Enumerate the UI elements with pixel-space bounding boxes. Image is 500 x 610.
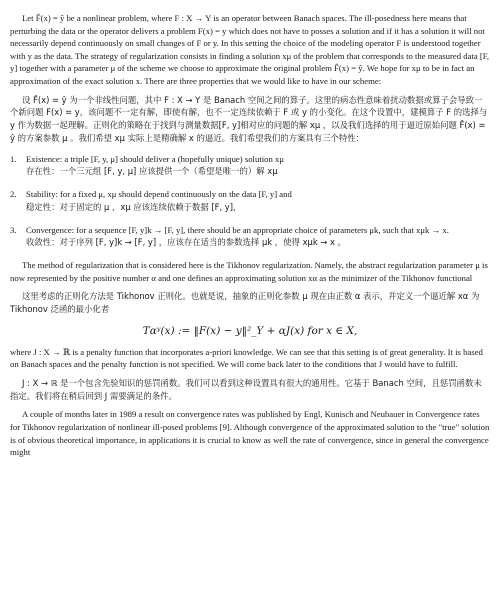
list-item-zh: 存在性：一个三元组 [F, y, μ] 应该提供一个（希望是唯一的）解 xμ (26, 166, 278, 177)
paragraph-3-zh: J : X → ℝ 是一个包含先验知识的惩罚函数。我们可以看到这种设置具有很大的通用性。它基于 Banach 空间，且惩罚函数未指定。我们将在稍后回到 J 需要满足的条件。 (10, 377, 482, 401)
tikhonov-formula: Tαʸ(x) := ‖F(x) − y‖²_Y + αJ(x) for x ∈ X, (142, 324, 358, 337)
paragraph-2-en: The method of regularization that is considered here is the Tikhonov regularization. Namely, the abstract regularization parameter μ is now represented by the positive number α and one defines an approximating solution xα as the minimizer of the Tikhonov functional (10, 259, 488, 283)
list-item-en: Stability: for a fixed μ, xμ should depend continuously on the data [F, y] and (26, 189, 292, 200)
paragraph-1-zh: 设 F̂(x) = ŷ 为一个非线性问题，其中 F : X → Y 是 Banach 空间之间的算子。这里的病态性意味着扰动数据或算子会导致一个新问题 F(x) = y，该问题不一定有解，即使有解，也不一定连续依赖于 F 或 y 的小变化。在这个设置中，建模算子 F 的选择与 y 作为数据一起理解。正则化的策略在于找到与测量数据[F, y]相对应的问题的解 xμ ，以及我们选择的用于逼近原始问题 F̂(x) = ŷ 的方案参数 μ 。我们希望 xμ 实际上是精确解 x 的逼近。我们希望我们的方案具有三个特性： (10, 94, 488, 143)
paragraph-2-zh: 这里考虑的正则化方法是 Tikhonov 正则化。也就是说，抽象的正则化参数 μ 现在由正数 α 表示，并定义一个逼近解 xα 为 Tikhonov 泛函的最小化者 (10, 291, 480, 314)
list-number: 3. (10, 224, 17, 235)
list-item-en: Convergence: for a sequence [F, y]k → [F, y], there should be an appropriate choice of parameters μk, such that xμk → x. (26, 224, 449, 235)
list-item (10, 153, 490, 178)
list-number: 1. (10, 153, 17, 164)
list-number: 2. (10, 189, 17, 200)
paragraph-1-en: Let F̂(x) = ŷ be a nonlinear problem, where F : X → Y is an operator between Banach spaces. The ill-posedness here means that perturbing the data or the operator delivers a problem F(x) = y which does not have to posses a solution and if it has a solution it will not necessarily depend continuously on small changes of F or y. In this setting the choice of the modeling operator F is understood together with y as the data. The strategy of regularization consists in finding a solution xμ of the problem that corresponds to the measured data [F, y] together with a parameter μ of the scheme we choose to approximate the original problem F̂(x) = ŷ. We hope for xμ to be in fact an approximation of the exact solution x. There are three properties that we would like to have in our scheme: (10, 13, 490, 86)
list-item-zh: 收敛性：对于序列 [F, y]k → [F, y] ，应该存在适当的参数选择 μk ，使得 xμk → x 。 (26, 237, 347, 248)
properties-list (10, 153, 490, 249)
list-item-en: Existence: a triple [F, y, μ] should deliver a (hopefully unique) solution xμ (26, 153, 285, 164)
list-item (10, 224, 490, 249)
list-item-zh: 稳定性：对于固定的 μ ，xμ 应该连续依赖于数据 [F, y]， (26, 201, 242, 212)
paragraph-3-en: where J : X → ℝ is a penalty function that incorporates a-priori knowledge. We can see that this setting is of great generality. It is based on Banach spaces and the penalty function is not specified. We will come back later to the conditions that J would have to fulfill. (10, 346, 483, 370)
paragraph-4-en: A couple of months later in 1989 a result on convergence rates was published by Engl, Kunisch and Neubauer in Convergence rates for Tikhonov regularization of nonlinear ill-posed problems [9]. Although convergence of the approximated solution to the "true" solution is of obvious theoretical importance, in applications it is crucial to know as well the rate of convergence, since in general the convergence might (10, 409, 490, 458)
list-item (10, 188, 490, 213)
